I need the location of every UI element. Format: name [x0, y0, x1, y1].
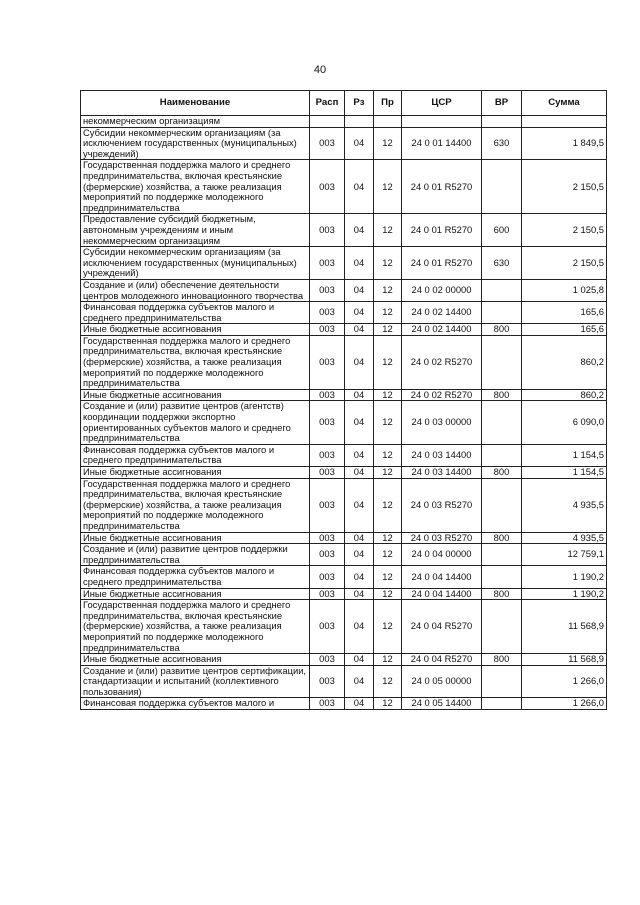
cell-rasp: 003 — [310, 478, 345, 532]
cell-vr: 800 — [482, 389, 522, 401]
cell-name: Иные бюджетные ассигнования — [81, 389, 310, 401]
cell-vr: 800 — [482, 532, 522, 544]
cell-csr: 24 0 04 14400 — [402, 566, 482, 588]
table-row — [81, 665, 607, 698]
cell-pr: 12 — [374, 467, 402, 479]
cell-rasp: 003 — [310, 401, 345, 444]
cell-pr: 12 — [374, 324, 402, 336]
cell-vr: 600 — [482, 214, 522, 247]
cell-pr: 12 — [374, 247, 402, 280]
cell-pr: 12 — [374, 600, 402, 654]
cell-sum: 1 266,0 — [522, 665, 607, 698]
cell-name: Иные бюджетные ассигнования — [81, 654, 310, 666]
cell-csr: 24 0 02 R5270 — [402, 335, 482, 389]
cell-rz: 04 — [345, 324, 374, 336]
cell-vr — [482, 566, 522, 588]
table-row — [81, 467, 607, 479]
table-row — [81, 544, 607, 566]
table-row — [81, 401, 607, 444]
cell-pr: 12 — [374, 478, 402, 532]
cell-sum: 4 935,5 — [522, 478, 607, 532]
cell-rz: 04 — [345, 279, 374, 301]
cell-rz: 04 — [345, 600, 374, 654]
header-csr: ЦСР — [402, 91, 482, 116]
cell-vr: 630 — [482, 247, 522, 280]
cell-rz: 04 — [345, 588, 374, 600]
cell-rz: 04 — [345, 389, 374, 401]
cell-name: Создание и (или) развитие центров поддержки предпринимательства — [81, 544, 310, 566]
cell-sum: 1 154,5 — [522, 444, 607, 466]
cell-rz: 04 — [345, 214, 374, 247]
cell-csr — [402, 116, 482, 128]
cell-sum: 860,2 — [522, 389, 607, 401]
cell-sum: 165,6 — [522, 324, 607, 336]
cell-vr — [482, 600, 522, 654]
cell-rasp: 003 — [310, 279, 345, 301]
cell-name: Финансовая поддержка субъектов малого и среднего предпринимательства — [81, 566, 310, 588]
cell-rasp: 003 — [310, 532, 345, 544]
cell-rasp: 003 — [310, 588, 345, 600]
cell-name: некоммерческим организациям — [81, 116, 310, 128]
cell-pr — [374, 116, 402, 128]
cell-rasp: 003 — [310, 324, 345, 336]
cell-name: Финансовая поддержка субъектов малого и среднего предпринимательства — [81, 444, 310, 466]
cell-csr: 24 0 05 00000 — [402, 665, 482, 698]
cell-rasp: 003 — [310, 335, 345, 389]
table-row — [81, 532, 607, 544]
cell-name: Государственная поддержка малого и среднего предпринимательства, включая крестьянские (фермерские) хозяйства, а также реализация мероприятий по поддержке молодежного предпринимательства — [81, 600, 310, 654]
cell-sum: 2 150,5 — [522, 214, 607, 247]
page-number: 40 — [313, 64, 327, 76]
cell-rz: 04 — [345, 698, 374, 710]
header-sum: Сумма — [522, 91, 607, 116]
cell-name: Создание и (или) обеспечение деятельности центров молодежного инновационного творчества — [81, 279, 310, 301]
table-row — [81, 335, 607, 389]
table-row — [81, 389, 607, 401]
cell-rz: 04 — [345, 478, 374, 532]
cell-vr — [482, 401, 522, 444]
cell-pr: 12 — [374, 302, 402, 324]
table-row — [81, 279, 607, 301]
header-pr: Пр — [374, 91, 402, 116]
cell-rasp: 003 — [310, 247, 345, 280]
cell-vr: 800 — [482, 588, 522, 600]
cell-csr: 24 0 03 00000 — [402, 401, 482, 444]
cell-csr: 24 0 04 R5270 — [402, 600, 482, 654]
cell-name: Предоставление субсидий бюджетным, автономным учреждениям и иным некоммерческим организациям — [81, 214, 310, 247]
cell-pr: 12 — [374, 665, 402, 698]
cell-rz — [345, 116, 374, 128]
cell-csr: 24 0 04 R5270 — [402, 654, 482, 666]
cell-vr — [482, 544, 522, 566]
cell-csr: 24 0 03 R5270 — [402, 478, 482, 532]
cell-name: Государственная поддержка малого и среднего предпринимательства, включая крестьянские (фермерские) хозяйства, а также реализация мероприятий по поддержке молодежного предпринимательства — [81, 160, 310, 214]
cell-vr — [482, 698, 522, 710]
cell-sum: 860,2 — [522, 335, 607, 389]
table-row — [81, 214, 607, 247]
cell-vr: 800 — [482, 654, 522, 666]
cell-csr: 24 0 01 14400 — [402, 127, 482, 160]
cell-csr: 24 0 04 14400 — [402, 588, 482, 600]
cell-pr: 12 — [374, 335, 402, 389]
cell-name: Иные бюджетные ассигнования — [81, 467, 310, 479]
cell-pr: 12 — [374, 654, 402, 666]
cell-rz: 04 — [345, 566, 374, 588]
cell-vr — [482, 279, 522, 301]
cell-vr — [482, 665, 522, 698]
cell-rasp: 003 — [310, 654, 345, 666]
cell-sum: 12 759,1 — [522, 544, 607, 566]
cell-sum: 11 568,9 — [522, 654, 607, 666]
cell-sum: 1 154,5 — [522, 467, 607, 479]
table-row — [81, 444, 607, 466]
cell-pr: 12 — [374, 588, 402, 600]
header-vr: ВР — [482, 91, 522, 116]
cell-sum: 1 190,2 — [522, 588, 607, 600]
cell-name: Иные бюджетные ассигнования — [81, 532, 310, 544]
cell-pr: 12 — [374, 401, 402, 444]
table-row — [81, 127, 607, 160]
cell-name: Иные бюджетные ассигнования — [81, 324, 310, 336]
cell-csr: 24 0 01 R5270 — [402, 160, 482, 214]
cell-rasp: 003 — [310, 160, 345, 214]
cell-pr: 12 — [374, 160, 402, 214]
cell-rasp: 003 — [310, 214, 345, 247]
cell-sum: 1 025,8 — [522, 279, 607, 301]
table-row — [81, 116, 607, 128]
cell-csr: 24 0 02 00000 — [402, 279, 482, 301]
table-row — [81, 566, 607, 588]
cell-sum: 4 935,5 — [522, 532, 607, 544]
cell-csr: 24 0 05 14400 — [402, 698, 482, 710]
cell-rasp: 003 — [310, 544, 345, 566]
cell-pr: 12 — [374, 698, 402, 710]
table-row — [81, 324, 607, 336]
cell-vr: 800 — [482, 324, 522, 336]
cell-vr: 800 — [482, 467, 522, 479]
table-body — [81, 116, 607, 710]
cell-rasp: 003 — [310, 302, 345, 324]
cell-rasp: 003 — [310, 698, 345, 710]
cell-sum — [522, 116, 607, 128]
cell-vr: 630 — [482, 127, 522, 160]
cell-rz: 04 — [345, 127, 374, 160]
cell-vr — [482, 444, 522, 466]
table-row — [81, 302, 607, 324]
cell-pr: 12 — [374, 544, 402, 566]
cell-rz: 04 — [345, 665, 374, 698]
cell-rz: 04 — [345, 544, 374, 566]
cell-csr: 24 0 01 R5270 — [402, 247, 482, 280]
cell-pr: 12 — [374, 566, 402, 588]
cell-pr: 12 — [374, 532, 402, 544]
header-name: Наименование — [81, 91, 310, 116]
table-row — [81, 654, 607, 666]
cell-rasp: 003 — [310, 389, 345, 401]
cell-vr — [482, 116, 522, 128]
cell-vr — [482, 335, 522, 389]
cell-csr: 24 0 02 14400 — [402, 302, 482, 324]
cell-name: Субсидии некоммерческим организациям (за исключением государственных (муниципальных) учреждений) — [81, 127, 310, 160]
cell-pr: 12 — [374, 279, 402, 301]
table-row — [81, 698, 607, 710]
cell-rz: 04 — [345, 532, 374, 544]
cell-rasp: 003 — [310, 467, 345, 479]
cell-name: Финансовая поддержка субъектов малого и среднего предпринимательства — [81, 302, 310, 324]
cell-csr: 24 0 02 R5270 — [402, 389, 482, 401]
cell-pr: 12 — [374, 214, 402, 247]
cell-sum: 165,6 — [522, 302, 607, 324]
cell-sum: 2 150,5 — [522, 160, 607, 214]
cell-rz: 04 — [345, 401, 374, 444]
cell-name: Субсидии некоммерческим организациям (за исключением государственных (муниципальных) учреждений) — [81, 247, 310, 280]
cell-name: Государственная поддержка малого и среднего предпринимательства, включая крестьянские (фермерские) хозяйства, а также реализация мероприятий по поддержке молодежного предпринимательства — [81, 335, 310, 389]
table-header-row — [81, 91, 607, 116]
cell-csr: 24 0 03 R5270 — [402, 532, 482, 544]
cell-name: Финансовая поддержка субъектов малого и — [81, 698, 310, 710]
cell-name: Иные бюджетные ассигнования — [81, 588, 310, 600]
cell-rz: 04 — [345, 302, 374, 324]
cell-csr: 24 0 01 R5270 — [402, 214, 482, 247]
table-row — [81, 247, 607, 280]
table-row — [81, 588, 607, 600]
cell-vr — [482, 302, 522, 324]
cell-rasp: 003 — [310, 444, 345, 466]
cell-vr — [482, 478, 522, 532]
cell-vr — [482, 160, 522, 214]
header-rz: Рз — [345, 91, 374, 116]
cell-rasp — [310, 116, 345, 128]
cell-rz: 04 — [345, 335, 374, 389]
cell-name: Создание и (или) развитие центров (агентств) координации поддержки экспортно ориентированных субъектов малого и среднего предпринимательства — [81, 401, 310, 444]
cell-csr: 24 0 03 14400 — [402, 467, 482, 479]
cell-rz: 04 — [345, 444, 374, 466]
cell-rz: 04 — [345, 247, 374, 280]
header-rasp: Расп — [310, 91, 345, 116]
cell-sum: 1 266,0 — [522, 698, 607, 710]
cell-rz: 04 — [345, 467, 374, 479]
cell-pr: 12 — [374, 444, 402, 466]
cell-sum: 2 150,5 — [522, 247, 607, 280]
cell-rasp: 003 — [310, 665, 345, 698]
budget-table — [80, 90, 607, 710]
cell-pr: 12 — [374, 127, 402, 160]
cell-name: Создание и (или) развитие центров сертификации, стандартизации и испытаний (коллективного пользования) — [81, 665, 310, 698]
cell-rz: 04 — [345, 160, 374, 214]
cell-csr: 24 0 02 14400 — [402, 324, 482, 336]
table-row — [81, 600, 607, 654]
cell-rasp: 003 — [310, 600, 345, 654]
cell-sum: 6 090,0 — [522, 401, 607, 444]
cell-rasp: 003 — [310, 127, 345, 160]
cell-name: Государственная поддержка малого и среднего предпринимательства, включая крестьянские (фермерские) хозяйства, а также реализация мероприятий по поддержке молодежного предпринимательства — [81, 478, 310, 532]
table-row — [81, 160, 607, 214]
cell-sum: 11 568,9 — [522, 600, 607, 654]
cell-rasp: 003 — [310, 566, 345, 588]
cell-sum: 1 849,5 — [522, 127, 607, 160]
cell-pr: 12 — [374, 389, 402, 401]
cell-csr: 24 0 04 00000 — [402, 544, 482, 566]
cell-rz: 04 — [345, 654, 374, 666]
cell-csr: 24 0 03 14400 — [402, 444, 482, 466]
table-row — [81, 478, 607, 532]
cell-sum: 1 190,2 — [522, 566, 607, 588]
